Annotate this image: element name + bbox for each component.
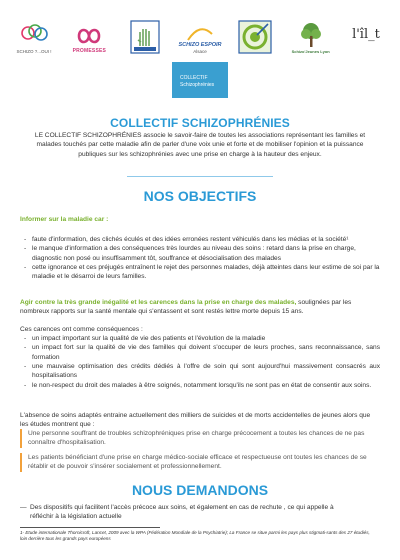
- logo-tree: [291, 14, 331, 54]
- logo-schizo-espoir: [180, 14, 220, 54]
- demand-line-1: Des dispositifs qui facilitent l'accès précoce aux soins, et également en cas de rechute , ce qui appelle à: [30, 504, 334, 511]
- study-quote-1: Une personne souffrant de troubles schizophréniques prise en charge précocement a toutes les chances de ne pas connaître d'hospitalisation.: [20, 429, 380, 448]
- list-item: - un impact fort sur la qualité de vie des familles qui doivent s'occuper de leurs proches, sans reconnaissance, sans formation: [24, 343, 380, 362]
- agir-paragraph: [20, 298, 380, 317]
- list-item: - un impact important sur la qualité de vie des patients et l'évolution de la maladie: [24, 334, 380, 343]
- informer-subheading: Informer sur la maladie car :: [20, 216, 109, 223]
- demands-heading: NOUS DEMANDONS: [131, 482, 269, 498]
- logo-subcaption: Alsace: [193, 48, 207, 54]
- logo-caption: PROMESSES: [72, 48, 107, 54]
- demand-line-2: réfléchir à la législation actuelle: [30, 513, 122, 521]
- arc-icon: [185, 24, 215, 42]
- demand-item: [20, 503, 380, 522]
- infinity-icon: [75, 24, 103, 48]
- study-quote-2: Les patients bénéficiant d'une prise en charge médico-sociale efficace et respectueuse ont toutes les chances de se rétablir et de pouvoir s'insérer socialement et professionnellement.: [20, 453, 380, 472]
- logo-ilot-text: l'îl_t: [352, 26, 380, 42]
- logo-caption: Schizo'Jeunes Lyon: [291, 49, 330, 54]
- dash-icon: —: [20, 504, 27, 511]
- hand-icon: [130, 20, 160, 54]
- badge-line2: Schizophrénies: [180, 81, 215, 88]
- list-item: - une mauvaise optimisation des crédits dédiés à l'offre de soin qui sont aujourd'hui massivement consacrés aux hospitalisations: [24, 362, 380, 381]
- logo-schizo-oui: [14, 14, 54, 54]
- collectif-badge: [172, 62, 228, 98]
- section-divider: [127, 176, 273, 177]
- logo-caption: SCHIZO ESPOIR: [178, 42, 222, 48]
- list-item: - faute d'information, des clichés éculés et des idées erronées restent véhiculés dans les médias et la société¹: [24, 235, 380, 244]
- objectives-heading: NOS OBJECTIFS: [143, 188, 257, 204]
- informer-list: [24, 235, 380, 282]
- footnote: 1- Etude internationale Thornicroft, Lancet, 2009 avec la WPA (Fédération Mondiale de la Psychiatrie); La France se situe parmi les pays plus stigmati-sants des 27 étudiés, loin derrière tous les grands pays européens: [20, 530, 370, 542]
- carences-list: [24, 334, 380, 390]
- list-item: - cette ignorance et ces préjugés entraînent le rejet des personnes malades, déjà atteintes dans leur estime de soi par la maladie et le désarroi de leurs familles.: [24, 263, 380, 282]
- footnote-divider: [20, 527, 160, 528]
- logo-promesses: [69, 14, 109, 54]
- heads-icon: [19, 21, 49, 49]
- list-item: - le manque d'information a des conséquences très lourdes au niveau des soins : retard dans la prise en charge, diagnostic non posé ou insuffisamment tôt, souffrance et désocialisation des malades: [24, 244, 380, 263]
- logo-caption: SCHIZO ?...OUI !: [16, 48, 52, 54]
- page-title: COLLECTIF SCHIZOPHRÉNIES: [110, 116, 290, 130]
- intro-paragraph: LE COLLECTIF SCHIZOPHRÉNIES associe le savoir-faire de toutes les associations représentant les familles et malades touchés par cette maladie afin de parler d'une voix unie et forte et de mobiliser l'opinion et la puissance publiques sur les schizophrénies avec une prise en charge à la hauteur des enjeux.: [34, 132, 366, 158]
- logo-target: [235, 14, 275, 54]
- tree-icon: [297, 21, 325, 49]
- target-icon: [238, 20, 272, 54]
- agir-rest: soulignées par les nombreux rapports sur la santé mentale qui s'entassent et sont restés lettre morte depuis 15 ans.: [20, 299, 352, 316]
- absence-paragraph: L'absence de soins adaptés entraine actuellement des milliers de suicides et de morts accidentelles de jeunes alors que les études montrent que :: [20, 412, 371, 429]
- agir-emphasis: Agir contre la très grande inégalité et les carences dans la prise en charge des malades,: [20, 299, 297, 306]
- logo-hand: [125, 14, 165, 54]
- carences-intro: Ces carences ont comme conséquences :: [20, 326, 143, 333]
- logo-ilot: [346, 14, 386, 54]
- partner-logos-row: [14, 12, 386, 56]
- badge-line1: COLLECTIF: [180, 75, 208, 81]
- list-item: - le non-respect du droit des malades à être soignés, notamment lorsqu'ils ne sont pas en état de consentir aux soins.: [24, 381, 380, 390]
